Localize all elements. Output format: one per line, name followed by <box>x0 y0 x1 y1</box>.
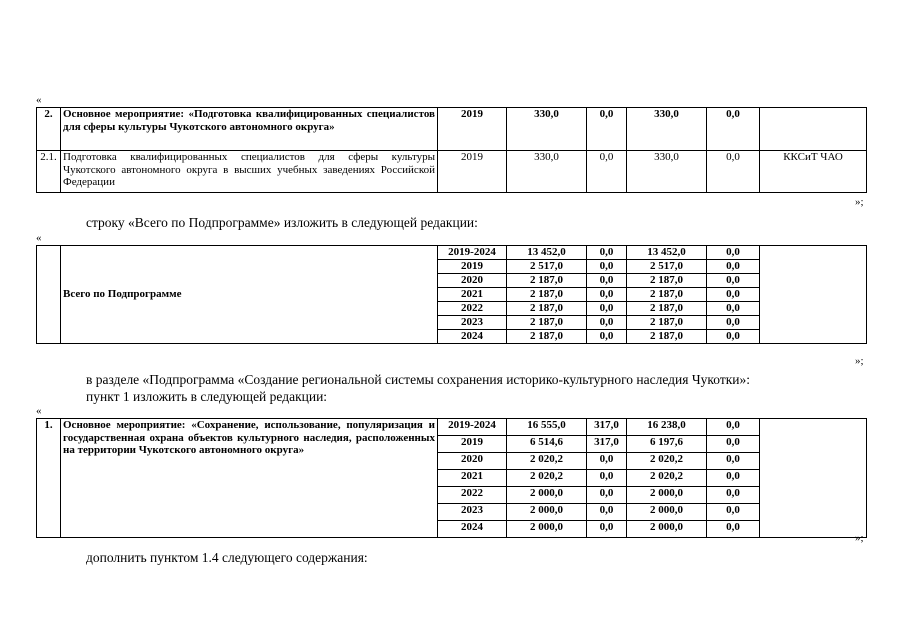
year-cell: 2019-2024 <box>438 419 507 436</box>
other-cell: 0,0 <box>707 487 760 504</box>
okrug-cell: 2 020,2 <box>627 470 707 487</box>
federal-cell: 0,0 <box>587 470 627 487</box>
other-cell: 0,0 <box>707 260 760 274</box>
total-cell: 16 555,0 <box>507 419 587 436</box>
total-cell: 2 000,0 <box>507 521 587 538</box>
year-cell: 2020 <box>438 274 507 288</box>
executor-cell <box>760 419 867 538</box>
subprogram-total-table <box>36 245 867 344</box>
federal-cell: 317,0 <box>587 436 627 453</box>
row-number: 1. <box>37 419 61 538</box>
other-cell: 0,0 <box>707 108 760 151</box>
year-cell: 2022 <box>438 302 507 316</box>
total-cell: 13 452,0 <box>507 246 587 260</box>
okrug-cell: 2 000,0 <box>627 487 707 504</box>
year-cell: 2021 <box>438 288 507 302</box>
executor-cell <box>760 108 867 151</box>
other-cell: 0,0 <box>707 274 760 288</box>
federal-cell: 0,0 <box>587 108 627 151</box>
total-cell: 2 517,0 <box>507 260 587 274</box>
year-cell: 2019-2024 <box>438 246 507 260</box>
other-cell: 0,0 <box>707 453 760 470</box>
okrug-cell: 2 187,0 <box>627 302 707 316</box>
table-row <box>37 108 867 151</box>
federal-cell: 0,0 <box>587 302 627 316</box>
executor-cell <box>760 246 867 344</box>
total-cell: 2 187,0 <box>507 288 587 302</box>
okrug-cell: 2 020,2 <box>627 453 707 470</box>
year-cell: 2023 <box>438 504 507 521</box>
federal-cell: 0,0 <box>587 453 627 470</box>
okrug-cell: 2 000,0 <box>627 521 707 538</box>
okrug-cell: 330,0 <box>627 151 707 193</box>
other-cell: 0,0 <box>707 246 760 260</box>
federal-cell: 0,0 <box>587 316 627 330</box>
open-quote-1: « <box>36 94 42 106</box>
instruction-paragraph-4: дополнить пунктом 1.4 следующего содержания: <box>86 550 368 565</box>
table-row <box>37 419 867 436</box>
total-cell: 330,0 <box>507 108 587 151</box>
year-cell: 2023 <box>438 316 507 330</box>
okrug-cell: 330,0 <box>627 108 707 151</box>
total-cell: 6 514,6 <box>507 436 587 453</box>
row-number: 2. <box>37 108 61 151</box>
instruction-paragraph-2: в разделе «Подпрограмма «Создание региональной системы сохранения историко-культурного наследия Чукотки»: <box>86 372 750 387</box>
federal-cell: 0,0 <box>587 274 627 288</box>
other-cell: 0,0 <box>707 151 760 193</box>
year-cell: 2019 <box>438 108 507 151</box>
okrug-cell: 13 452,0 <box>627 246 707 260</box>
total-cell: 2 020,2 <box>507 470 587 487</box>
other-cell: 0,0 <box>707 419 760 436</box>
total-cell: 2 187,0 <box>507 302 587 316</box>
federal-cell: 0,0 <box>587 151 627 193</box>
total-cell: 2 000,0 <box>507 487 587 504</box>
year-cell: 2019 <box>438 260 507 274</box>
close-quote-2: »; <box>855 355 864 367</box>
okrug-cell: 2 517,0 <box>627 260 707 274</box>
total-cell: 2 187,0 <box>507 316 587 330</box>
federal-cell: 0,0 <box>587 504 627 521</box>
table-row <box>37 151 867 193</box>
other-cell: 0,0 <box>707 302 760 316</box>
instruction-paragraph-3: пункт 1 изложить в следующей редакции: <box>86 389 328 404</box>
total-cell: 2 187,0 <box>507 330 587 344</box>
measure-table-1 <box>36 418 867 538</box>
row-number: 2.1. <box>37 151 61 193</box>
other-cell: 0,0 <box>707 288 760 302</box>
federal-cell: 0,0 <box>587 246 627 260</box>
federal-cell: 317,0 <box>587 419 627 436</box>
okrug-cell: 2 000,0 <box>627 504 707 521</box>
federal-cell: 0,0 <box>587 487 627 504</box>
subprogram-total-label: Всего по Подпрограмме <box>61 246 438 344</box>
close-quote-1: »; <box>855 196 864 208</box>
total-cell: 2 020,2 <box>507 453 587 470</box>
okrug-cell: 6 197,6 <box>627 436 707 453</box>
federal-cell: 0,0 <box>587 330 627 344</box>
close-quote-3: »; <box>855 532 864 544</box>
year-cell: 2022 <box>438 487 507 504</box>
measure-table-2 <box>36 107 867 193</box>
year-cell: 2024 <box>438 330 507 344</box>
okrug-cell: 2 187,0 <box>627 288 707 302</box>
year-cell: 2019 <box>438 436 507 453</box>
okrug-cell: 2 187,0 <box>627 330 707 344</box>
other-cell: 0,0 <box>707 316 760 330</box>
okrug-cell: 2 187,0 <box>627 274 707 288</box>
federal-cell: 0,0 <box>587 288 627 302</box>
executor-cell: ККСиТ ЧАО <box>760 151 867 193</box>
other-cell: 0,0 <box>707 436 760 453</box>
other-cell: 0,0 <box>707 521 760 538</box>
year-cell: 2024 <box>438 521 507 538</box>
measure-name: Подготовка квалифицированных специалистов для сферы культуры Чукотского автономного округа в высших учебных заведениях Российской Федерации <box>61 151 438 193</box>
year-cell: 2021 <box>438 470 507 487</box>
total-cell: 2 000,0 <box>507 504 587 521</box>
other-cell: 0,0 <box>707 470 760 487</box>
total-cell: 2 187,0 <box>507 274 587 288</box>
year-cell: 2019 <box>438 151 507 193</box>
measure-name: Основное мероприятие: «Сохранение, использование, популяризация и государственная охрана объектов культурного наследия, расположенных на территории Чукотского автономного округа» <box>61 419 438 538</box>
instruction-paragraph-1: строку «Всего по Подпрограмме» изложить в следующей редакции: <box>86 215 478 230</box>
total-cell: 330,0 <box>507 151 587 193</box>
row-number <box>37 246 61 344</box>
open-quote-2: « <box>36 232 42 244</box>
open-quote-3: « <box>36 405 42 417</box>
federal-cell: 0,0 <box>587 521 627 538</box>
measure-name: Основное мероприятие: «Подготовка квалифицированных специалистов для сферы культуры Чукотского автономного округа» <box>61 108 438 151</box>
okrug-cell: 16 238,0 <box>627 419 707 436</box>
other-cell: 0,0 <box>707 504 760 521</box>
okrug-cell: 2 187,0 <box>627 316 707 330</box>
other-cell: 0,0 <box>707 330 760 344</box>
federal-cell: 0,0 <box>587 260 627 274</box>
table-row <box>37 246 867 260</box>
year-cell: 2020 <box>438 453 507 470</box>
